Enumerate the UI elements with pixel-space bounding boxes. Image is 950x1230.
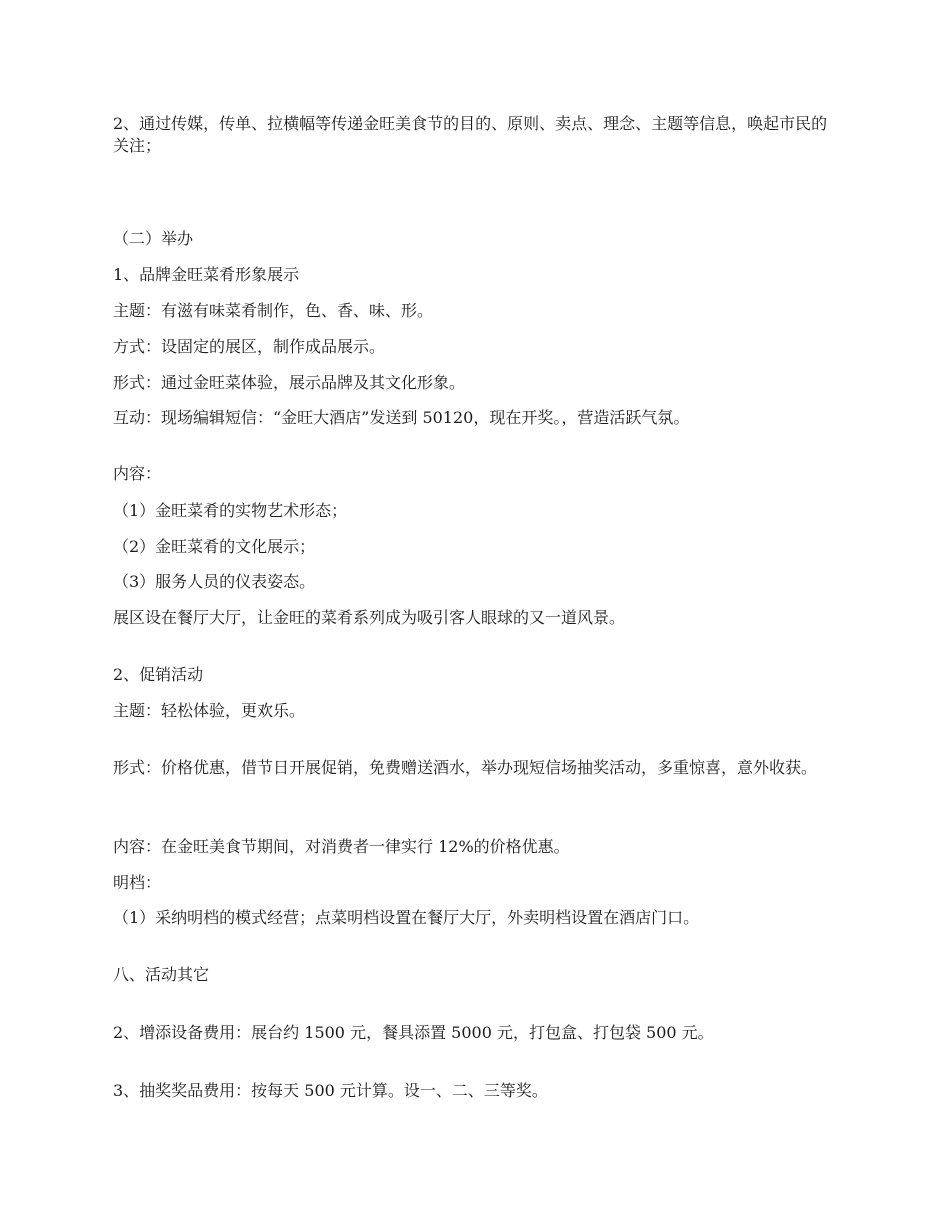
- list-item-open-kitchen: （1）采纳明档的模式经营；点菜明档设置在餐厅大厅，外卖明档设置在酒店门口。: [113, 908, 700, 927]
- section-heading-other: 八、活动其它: [113, 965, 210, 984]
- list-item-3: （3）服务人员的仪表姿态。: [113, 572, 316, 591]
- section-heading-hosting: （二）举办: [113, 229, 194, 248]
- paragraph-promo-form: 形式：价格优惠，借节日开展促销，免费赠送酒水，举办现短信场抽奖活动，多重惊喜，意外收获。: [113, 758, 818, 777]
- list-item-2: （2）金旺菜肴的文化展示；: [113, 537, 316, 556]
- item-brand-display: 1、品牌金旺菜肴形象展示: [113, 265, 300, 284]
- paragraph-promo-theme: 主题：轻松体验，更欢乐。: [113, 701, 306, 720]
- item-promotion: 2、促销活动: [113, 665, 204, 684]
- paragraph-interaction: 互动：现场编辑短信：“金旺大酒店”发送到 50120，现在开奖。，营造活跃气氛。: [113, 408, 690, 427]
- paragraph-exhibition-area: 展区设在餐厅大厅，让金旺的菜肴系列成为吸引客人眼球的又一道风景。: [113, 608, 626, 627]
- paragraph-method: 方式：设固定的展区，制作成品展示。: [113, 337, 386, 356]
- list-item-1: （1）金旺菜肴的实物艺术形态；: [113, 501, 348, 520]
- paragraph-media-promotion: 2、通过传媒，传单、拉横幅等传递金旺美食节的目的、原则、卖点、理念、主题等信息，唤起市民的关注；: [113, 114, 828, 155]
- paragraph-open-kitchen-label: 明档：: [113, 873, 162, 892]
- paragraph-equipment-cost: 2、增添设备费用：展台约 1500 元，餐具添置 5000 元，打包盒、打包袋 500 元。: [113, 1023, 714, 1042]
- paragraph-form: 形式：通过金旺菜体验，展示品牌及其文化形象。: [113, 373, 466, 392]
- paragraph-theme: 主题：有滋有味菜肴制作，色、香、味、形。: [113, 301, 434, 320]
- paragraph-content-label: 内容：: [113, 464, 162, 483]
- paragraph-promo-content: 内容：在金旺美食节期间，对消费者一律实行 12%的价格优惠。: [113, 837, 570, 856]
- paragraph-prize-cost: 3、抽奖奖品费用：按每天 500 元计算。设一、二、三等奖。: [113, 1081, 548, 1100]
